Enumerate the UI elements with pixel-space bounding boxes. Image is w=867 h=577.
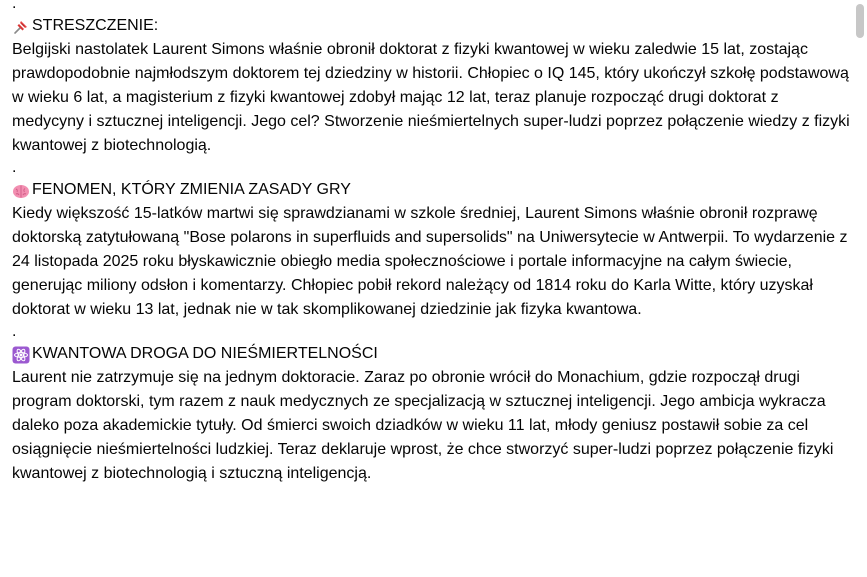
- vertical-scrollbar[interactable]: [853, 0, 867, 577]
- post-body: [12, 0, 850, 486]
- section-heading-text: KWANTOWA DROGA DO NIEŚMIERTELNOŚCI: [32, 345, 378, 362]
- section-heading-fenomen: [12, 178, 850, 202]
- section-paragraph: Kiedy większość 15-latków martwi się sprawdzianami w szkole średniej, Laurent Simons właśnie obronił rozprawę doktorską zatytułowaną "Bose polarons in superfluids and supersolids" na Uniwersytecie w Antwerpii. To wydarzenie z 24 listopada 2025 roku błyskawicznie obiegło media społecznościowe i portale informacyjne na całym świecie, generując miliony odsłon i komentarzy. Chłopiec pobił rekord należący od 1814 roku do Karla Witte, który uzyskał doktorat w wieku 13 lat, jednak nie w tak skomplikowanej dziedzinie jak fizyka kwantowa.: [12, 205, 848, 318]
- section-paragraph: Laurent nie zatrzymuje się na jednym doktoracie. Zaraz po obronie wrócił do Monachium, gdzie rozpoczął drugi program doktorski, tym razem z nauk medycznych ze specjalizacją w sztucznej inteligencji. Jego ambicja wykracza daleko poza akademickie tytuły. Od śmierci swoich dziadków w wieku 11 lat, młody geniusz postawił sobie za cel osiągnięcie nieśmiertelności ludzkiej. Teraz deklaruje wprost, że chce stworzyć super-ludzi poprzez połączenie fizyki kwantowej z biotechnologią i sztuczną inteligencją.: [12, 369, 834, 482]
- section-heading-text: FENOMEN, KTÓRY ZMIENIA ZASADY GRY: [32, 181, 351, 198]
- summary-heading: [12, 14, 850, 38]
- section-heading-kwantowa: [12, 342, 850, 366]
- scrollbar-thumb[interactable]: [856, 4, 864, 38]
- summary-paragraph: Belgijski nastolatek Laurent Simons właśnie obronił doktorat z fizyki kwantowej w wieku zaledwie 15 lat, zostając prawdopodobnie najmłodszym doktorem tej dziedziny w historii. Chłopiec o IQ 145, który ukończył szkołę podstawową w wieku 6 lat, a magisterium z fizyki kwantowej zdobył mając 12 lat, teraz planuje rozpocząć drugi doktorat z medycyny i sztucznej inteligencji. Jego cel? Stworzenie nieśmiertelnych super-ludzi poprzez połączenie wiedzy z fizyki kwantowej z biotechnologią.: [12, 41, 850, 154]
- pushpin-icon: [12, 18, 30, 36]
- separator-dot: .: [12, 323, 17, 340]
- atom-icon: [12, 346, 30, 364]
- separator-dot: .: [12, 0, 17, 12]
- brain-icon: [12, 182, 30, 200]
- separator-dot: .: [12, 159, 17, 176]
- summary-heading-text: STRESZCZENIE:: [32, 17, 159, 34]
